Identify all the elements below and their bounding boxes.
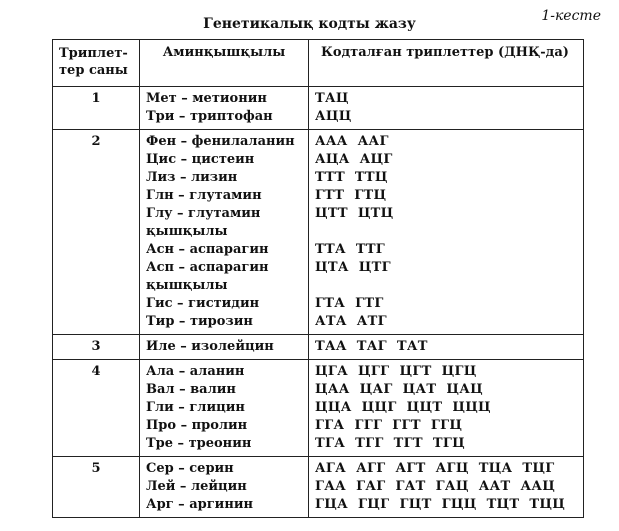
codon: ЦАТ	[402, 382, 437, 397]
table-header-row	[53, 40, 584, 87]
codon: ЦТТ	[315, 206, 348, 221]
header-amino-acid: Аминқышқылы	[140, 40, 309, 87]
codon: ТТГ	[355, 242, 386, 257]
amino-acid-cell	[140, 457, 309, 518]
codon: АЦГ	[359, 152, 393, 167]
amino-acid-name: Про – пролин	[146, 418, 248, 433]
table-caption: 1-кесте	[541, 8, 601, 24]
amino-acid-name: Асн – аспарагин	[146, 242, 269, 257]
codon-list	[315, 399, 577, 417]
triplet-count-cell: 5	[53, 457, 140, 518]
codon: АГА	[315, 461, 347, 476]
amino-acid-name: Сер – серин	[146, 461, 234, 476]
codon: ААЦ	[520, 479, 556, 494]
codons-cell	[309, 360, 584, 457]
codon: ЦЦЦ	[452, 400, 491, 415]
codon: АТГ	[356, 314, 387, 329]
codon: ГТА	[315, 296, 346, 311]
codon: ЦЦТ	[406, 400, 443, 415]
amino-acid-name: Ала – аланин	[146, 364, 245, 379]
amino-acid-name: қышқылы	[146, 224, 228, 239]
header-triplet-count-line: Триплет-	[59, 46, 128, 62]
genetic-code-table	[52, 39, 584, 518]
codon: ТАА	[315, 339, 347, 354]
amino-acid-name: Арг – аргинин	[146, 497, 253, 512]
codon: ГАГ	[356, 479, 386, 494]
amino-acid-name: Три – триптофан	[146, 109, 273, 124]
codon-list	[315, 460, 577, 478]
codons-cell	[309, 335, 584, 360]
table-row	[53, 130, 584, 335]
codon-list	[315, 259, 577, 277]
codon: ТТТ	[315, 170, 345, 185]
codon: ЦАГ	[359, 382, 393, 397]
codon-list	[315, 241, 577, 259]
codon: ГТЦ	[354, 188, 387, 203]
codon-list	[315, 295, 577, 313]
codon: ЦГА	[315, 364, 349, 379]
codon: ЦГЦ	[441, 364, 477, 379]
amino-acid-cell	[140, 130, 309, 335]
header-triplet-count	[53, 40, 140, 87]
amino-acid-cell	[140, 360, 309, 457]
codon: ТАГ	[356, 339, 387, 354]
codons-cell	[309, 457, 584, 518]
codon-list	[315, 478, 577, 496]
header-triplet-count-line: тер саны	[59, 63, 128, 78]
codon-list	[315, 313, 577, 331]
codon: ГТТ	[315, 188, 345, 203]
codon: ТГТ	[393, 436, 423, 451]
triplet-count-cell: 1	[53, 87, 140, 130]
codon-list	[315, 205, 577, 223]
codon: АГГ	[356, 461, 386, 476]
codon: АГТ	[395, 461, 426, 476]
codon: ГЦА	[315, 497, 349, 512]
codon: ААГ	[357, 134, 389, 149]
codon: ЦГГ	[358, 364, 390, 379]
triplet-count-cell: 4	[53, 360, 140, 457]
codon: ГЦЦ	[441, 497, 477, 512]
codon: ЦАА	[315, 382, 350, 397]
codon: АЦЦ	[315, 109, 352, 124]
codon: ТГА	[315, 436, 346, 451]
codon: ГТГ	[355, 296, 384, 311]
codon-list	[315, 363, 577, 381]
codons-cell	[309, 130, 584, 335]
codon: ТЦА	[478, 461, 513, 476]
codon: ГГЦ	[430, 418, 463, 433]
codon: АГЦ	[435, 461, 469, 476]
table-body	[53, 87, 584, 518]
codon: ЦТЦ	[357, 206, 394, 221]
codon: ЦЦА	[315, 400, 352, 415]
amino-acid-name: Мет – метионин	[146, 91, 267, 106]
codon: ТГГ	[355, 436, 384, 451]
codon: АТА	[315, 314, 347, 329]
amino-acid-name: Глу – глутамин	[146, 206, 261, 221]
amino-acid-name: Лиз – лизин	[146, 170, 238, 185]
codon-spacer	[315, 277, 577, 295]
table-title: Генетикалық кодты жазу	[203, 16, 416, 32]
codon: ТЦТ	[486, 497, 520, 512]
codon: ТТА	[315, 242, 346, 257]
codon: ГЦГ	[358, 497, 390, 512]
codon-list	[315, 381, 577, 399]
codon-list	[315, 417, 577, 435]
table-row	[53, 335, 584, 360]
table-row	[53, 87, 584, 130]
amino-acid-cell	[140, 335, 309, 360]
codon-spacer	[315, 223, 577, 241]
codon: ГАЦ	[435, 479, 469, 494]
codon: ТАЦ	[315, 91, 349, 106]
header-coded-triplets: Кодталған триплеттер (ДНҚ-да)	[309, 40, 584, 87]
codon: ГГГ	[354, 418, 383, 433]
amino-acid-name: Глн – глутамин	[146, 188, 262, 203]
codon: ЦЦГ	[361, 400, 397, 415]
table-row	[53, 457, 584, 518]
codon: ГАТ	[395, 479, 426, 494]
amino-acid-name: Вал – валин	[146, 382, 236, 397]
amino-acid-name: Тир – тирозин	[146, 314, 253, 329]
codon: ТТЦ	[354, 170, 388, 185]
codon-list	[315, 108, 577, 126]
codon-list	[315, 496, 577, 514]
amino-acid-name: Тре – треонин	[146, 436, 252, 451]
codon: ТЦГ	[522, 461, 555, 476]
codon: ГЦТ	[399, 497, 432, 512]
codon: ЦТГ	[358, 260, 391, 275]
codon-list	[315, 90, 577, 108]
codon-list	[315, 151, 577, 169]
amino-acid-name: қышқылы	[146, 278, 228, 293]
codon: ЦГТ	[399, 364, 432, 379]
codon-list	[315, 187, 577, 205]
amino-acid-name: Лей – лейцин	[146, 479, 247, 494]
codon-list	[315, 133, 577, 151]
codon-list	[315, 435, 577, 453]
amino-acid-cell	[140, 87, 309, 130]
table-row	[53, 360, 584, 457]
amino-acid-name: Иле – изолейцин	[146, 339, 274, 354]
codon: ТЦЦ	[529, 497, 566, 512]
codon: ТАТ	[396, 339, 428, 354]
codon: АЦА	[315, 152, 350, 167]
codon: ГГТ	[392, 418, 421, 433]
codon: ЦАЦ	[446, 382, 484, 397]
codons-cell	[309, 87, 584, 130]
codon-list	[315, 338, 577, 356]
codon: ГАА	[315, 479, 347, 494]
codon: ТГЦ	[432, 436, 466, 451]
amino-acid-name: Фен – фенилаланин	[146, 134, 295, 149]
codon: ГГА	[315, 418, 345, 433]
amino-acid-name: Гли – глицин	[146, 400, 245, 415]
codon: ААТ	[478, 479, 511, 494]
amino-acid-name: Асп – аспарагин	[146, 260, 269, 275]
triplet-count-cell: 2	[53, 130, 140, 335]
amino-acid-name: Гис – гистидин	[146, 296, 260, 311]
triplet-count-cell: 3	[53, 335, 140, 360]
codon-list	[315, 169, 577, 187]
codon: ЦТА	[315, 260, 349, 275]
amino-acid-name: Цис – цистеин	[146, 152, 255, 167]
codon: ААА	[315, 134, 348, 149]
